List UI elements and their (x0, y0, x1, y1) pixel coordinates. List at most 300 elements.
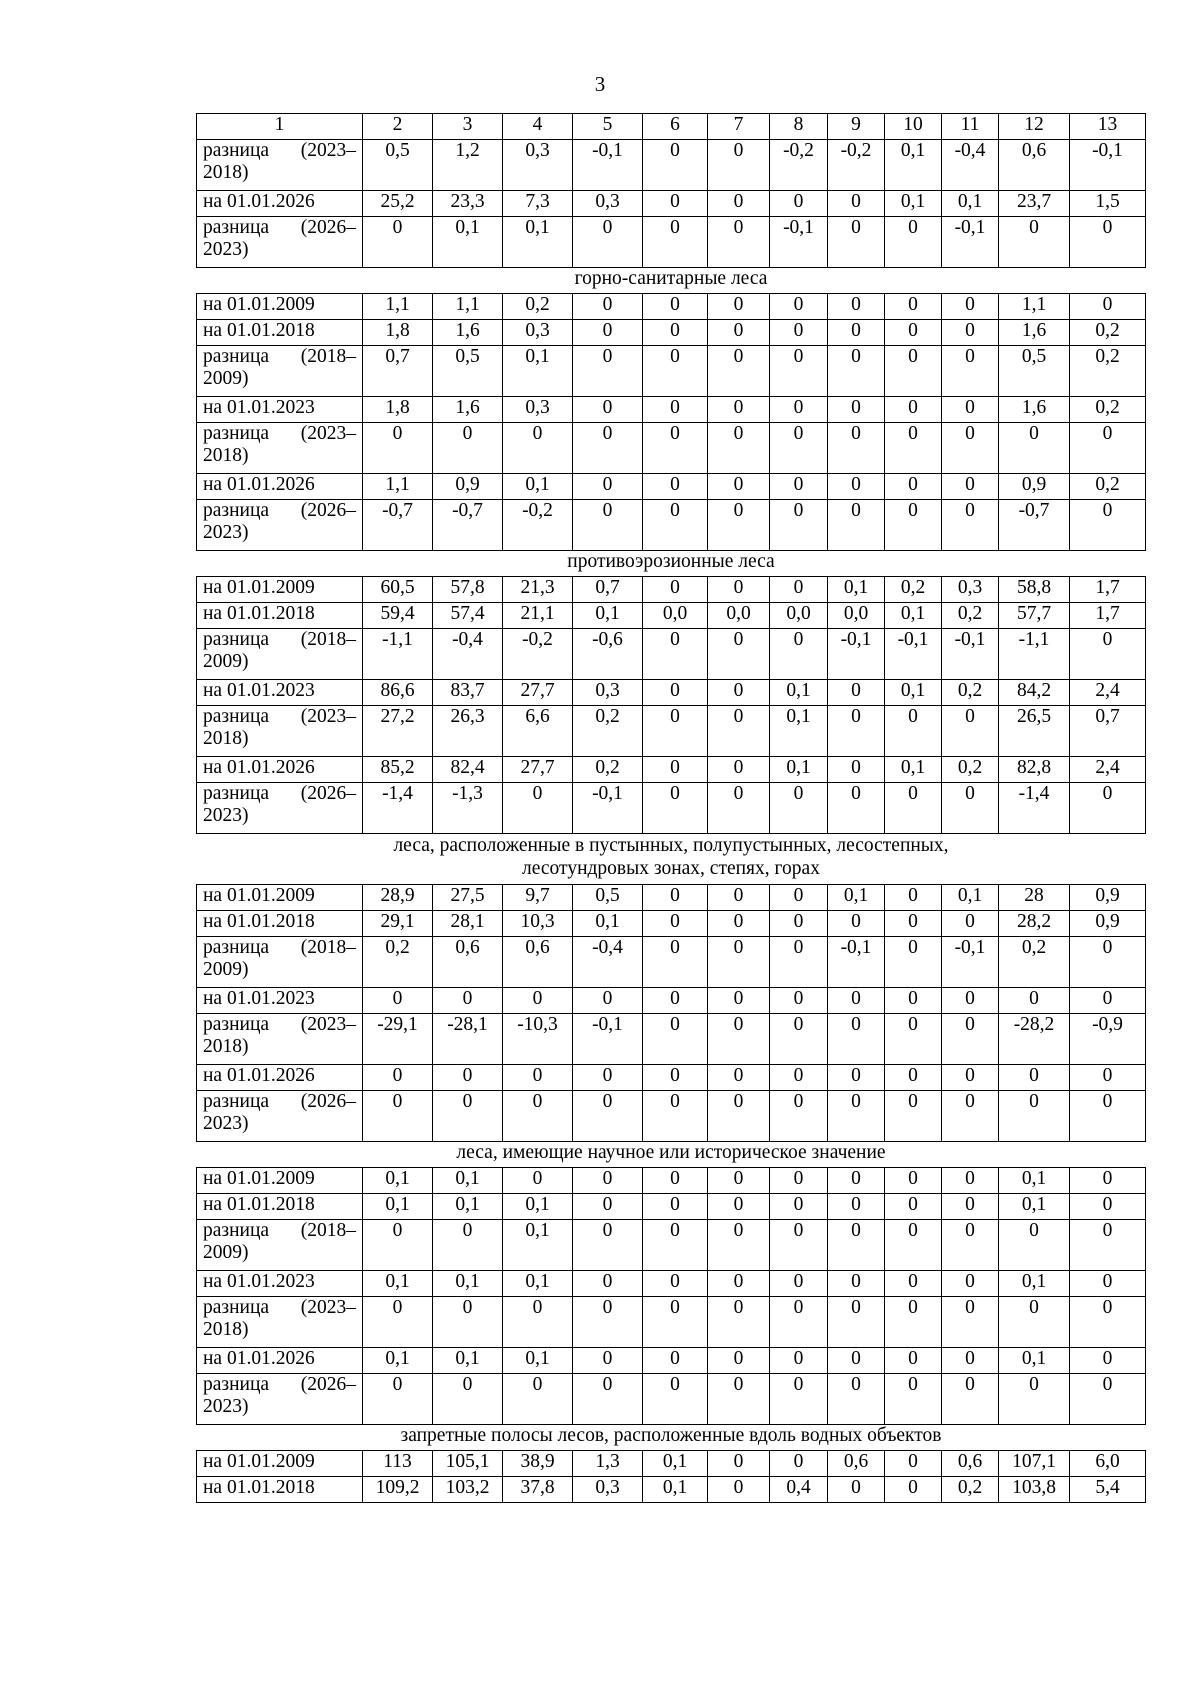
table-cell: 0 (828, 988, 885, 1014)
table-cell: 0 (573, 1374, 643, 1425)
table-row (197, 1271, 1146, 1297)
row-label: на 01.01.2023 (197, 397, 363, 423)
table-cell: -0,2 (770, 140, 828, 191)
table-cell: 1,8 (363, 320, 433, 346)
section-title (197, 551, 1146, 577)
table-cell: 0 (643, 757, 708, 783)
table-cell: 0 (828, 500, 885, 551)
table-row (197, 1194, 1146, 1220)
table-cell: 0,3 (503, 320, 573, 346)
table-cell: 23,3 (433, 191, 503, 217)
table-cell: 0,1 (503, 1194, 573, 1220)
table-cell: 0 (770, 474, 828, 500)
table-cell: -28,2 (999, 1014, 1070, 1065)
table-cell: 1,7 (1070, 603, 1146, 629)
row-label: на 01.01.2009 (197, 294, 363, 320)
table-cell: 0,9 (999, 474, 1070, 500)
section-title-line: запретные полосы лесов, расположенные вдоль водных объектов (400, 1425, 942, 1446)
table-cell: 82,8 (999, 757, 1070, 783)
table-cell: 0 (433, 1065, 503, 1091)
table-cell: 0 (503, 783, 573, 834)
row-label: разница (2023–2018) (197, 1297, 363, 1348)
table-cell: 0 (770, 1014, 828, 1065)
table-cell: 0,1 (503, 217, 573, 268)
table-cell: -0,1 (885, 629, 942, 680)
table-cell: 0 (885, 1168, 942, 1194)
table-cell: 23,7 (999, 191, 1070, 217)
table-cell: 0 (433, 1297, 503, 1348)
table-cell: 0 (770, 1374, 828, 1425)
table-row (197, 397, 1146, 423)
table-cell: 0 (828, 294, 885, 320)
table-cell: 109,2 (363, 1477, 433, 1503)
row-label: разница (2026–2023) (197, 500, 363, 551)
table-cell: 0,5 (573, 885, 643, 911)
table-cell: 0 (643, 1014, 708, 1065)
table-row (197, 140, 1146, 191)
table-cell: 0 (1070, 1065, 1146, 1091)
table-cell: 0 (643, 1271, 708, 1297)
table-cell: 0 (708, 629, 770, 680)
table-cell: 0 (1070, 1091, 1146, 1142)
table-cell: -0,1 (828, 629, 885, 680)
table-cell: 0 (770, 346, 828, 397)
table-cell: 2,4 (1070, 757, 1146, 783)
table-cell: 0 (708, 577, 770, 603)
table-cell: -1,4 (363, 783, 433, 834)
table-cell: 28,9 (363, 885, 433, 911)
table-cell: 0 (770, 397, 828, 423)
table-row (197, 937, 1146, 988)
table-row (197, 320, 1146, 346)
section-title-row (197, 1425, 1146, 1451)
table-cell: 0 (573, 500, 643, 551)
table-cell: 0 (828, 1271, 885, 1297)
table-cell: 0,1 (885, 757, 942, 783)
table-cell: 0,1 (573, 603, 643, 629)
table-cell: 0,3 (503, 140, 573, 191)
table-cell: 0 (885, 397, 942, 423)
table-cell: 0 (573, 320, 643, 346)
column-header: 6 (643, 114, 708, 140)
table-cell: 0 (643, 346, 708, 397)
table-cell: 86,6 (363, 680, 433, 706)
table-cell: 0,1 (885, 140, 942, 191)
table-cell: 0 (643, 1194, 708, 1220)
table-row (197, 988, 1146, 1014)
table-cell: 0,4 (770, 1477, 828, 1503)
table-cell: 0 (643, 140, 708, 191)
table-cell: 83,7 (433, 680, 503, 706)
table-cell: 0 (770, 1348, 828, 1374)
table-cell: 0 (828, 1014, 885, 1065)
table-cell: 0 (770, 500, 828, 551)
table-cell: 0 (573, 423, 643, 474)
table-cell: 0 (573, 1065, 643, 1091)
table-cell: 0 (363, 1091, 433, 1142)
table-cell: 0 (885, 911, 942, 937)
table-cell: 0 (573, 1194, 643, 1220)
table-cell: 0 (828, 191, 885, 217)
table-cell: 0,5 (999, 346, 1070, 397)
table-cell: 0 (828, 1297, 885, 1348)
table-cell: 0 (1070, 1220, 1146, 1271)
table-cell: 0 (708, 1168, 770, 1194)
table-row (197, 474, 1146, 500)
table-cell: 0,5 (363, 140, 433, 191)
table-cell: 0,2 (573, 757, 643, 783)
column-header: 5 (573, 114, 643, 140)
table-cell: 0 (503, 1168, 573, 1194)
table-row (197, 629, 1146, 680)
table-row (197, 1374, 1146, 1425)
table-cell: 0 (942, 911, 999, 937)
table-cell: 0 (708, 1297, 770, 1348)
table-cell: 0,1 (363, 1271, 433, 1297)
table-cell: 29,1 (363, 911, 433, 937)
table-cell: -28,1 (433, 1014, 503, 1065)
table-row (197, 346, 1146, 397)
table-cell: 0 (433, 1220, 503, 1271)
table-cell: -0,1 (942, 217, 999, 268)
table-cell: 0 (1070, 1348, 1146, 1374)
table-cell: 0 (770, 294, 828, 320)
row-label: на 01.01.2009 (197, 1168, 363, 1194)
table-cell: 57,7 (999, 603, 1070, 629)
table-cell: 0 (708, 937, 770, 988)
table-row (197, 885, 1146, 911)
table-cell: 0 (828, 346, 885, 397)
table-cell: 0 (573, 474, 643, 500)
table-cell: 7,3 (503, 191, 573, 217)
table-cell: 0,2 (1070, 397, 1146, 423)
table-cell: -0,4 (573, 937, 643, 988)
table-cell: 0 (643, 1168, 708, 1194)
table-cell: 0 (770, 783, 828, 834)
table-cell: 0 (942, 783, 999, 834)
table-cell: 0 (942, 1374, 999, 1425)
table-cell: 26,3 (433, 706, 503, 757)
table-cell: 0 (708, 397, 770, 423)
table-cell: 0 (942, 1297, 999, 1348)
table-cell: 0 (708, 474, 770, 500)
table-cell: 0 (942, 1194, 999, 1220)
row-label: разница (2026–2023) (197, 1374, 363, 1425)
column-header: 7 (708, 114, 770, 140)
row-label: разница (2026–2023) (197, 217, 363, 268)
table-cell: 0,6 (999, 140, 1070, 191)
row-label: на 01.01.2026 (197, 1348, 363, 1374)
column-header: 9 (828, 114, 885, 140)
table-cell: 0 (770, 1220, 828, 1271)
table-cell: 0,3 (942, 577, 999, 603)
table-cell: 57,8 (433, 577, 503, 603)
table-cell: 0 (828, 474, 885, 500)
table-cell: 0 (573, 1220, 643, 1271)
table-cell: 0 (643, 423, 708, 474)
table-cell: 0 (885, 1374, 942, 1425)
column-header: 3 (433, 114, 503, 140)
table-cell: 0 (885, 706, 942, 757)
row-label: на 01.01.2018 (197, 603, 363, 629)
table-cell: -0,7 (363, 500, 433, 551)
table-cell: 0 (999, 217, 1070, 268)
table-cell: 0 (708, 680, 770, 706)
table-cell: 0 (643, 474, 708, 500)
column-header: 11 (942, 114, 999, 140)
table-cell: 0,1 (942, 191, 999, 217)
table-cell: 0,2 (363, 937, 433, 988)
table-cell: 60,5 (363, 577, 433, 603)
table-cell: -0,6 (573, 629, 643, 680)
column-header: 12 (999, 114, 1070, 140)
table-cell: 0 (999, 1220, 1070, 1271)
table-cell: -0,9 (1070, 1014, 1146, 1065)
page-number: 3 (594, 72, 606, 96)
table-row (197, 217, 1146, 268)
table-row (197, 1451, 1146, 1477)
table-cell: 0 (885, 1014, 942, 1065)
section-title (197, 268, 1146, 294)
table-cell: 1,8 (363, 397, 433, 423)
table-cell: 0,1 (363, 1348, 433, 1374)
table-cell: -0,7 (433, 500, 503, 551)
table-cell: 0 (885, 1065, 942, 1091)
table-cell: -0,1 (942, 937, 999, 988)
table-cell: 0 (828, 320, 885, 346)
table-cell: 0,2 (1070, 320, 1146, 346)
table-cell: -1,1 (363, 629, 433, 680)
table-cell: 1,1 (363, 474, 433, 500)
table-cell: 0,3 (573, 680, 643, 706)
table-cell: 0 (1070, 500, 1146, 551)
column-header: 2 (363, 114, 433, 140)
table-cell: 0,7 (1070, 706, 1146, 757)
table-cell: 58,8 (999, 577, 1070, 603)
table-cell: 0 (573, 1297, 643, 1348)
table-row (197, 1297, 1146, 1348)
table-cell: 0 (573, 1271, 643, 1297)
table-cell: 0,9 (433, 474, 503, 500)
table-cell: 0 (708, 217, 770, 268)
table-cell: 0 (828, 911, 885, 937)
table-cell: 1,1 (433, 294, 503, 320)
table-cell: 9,7 (503, 885, 573, 911)
table-cell: 0 (433, 1091, 503, 1142)
table-cell: 0 (643, 1348, 708, 1374)
table-cell: 0 (770, 1168, 828, 1194)
table-cell: 0 (1070, 1271, 1146, 1297)
table-row (197, 783, 1146, 834)
table-cell: 0 (1070, 217, 1146, 268)
table-row (197, 423, 1146, 474)
section-title (197, 1142, 1146, 1168)
table-cell: 0,1 (503, 346, 573, 397)
table-row (197, 757, 1146, 783)
row-label: на 01.01.2026 (197, 1065, 363, 1091)
table-cell: 0 (942, 474, 999, 500)
table-cell: 0,1 (942, 885, 999, 911)
table-cell: 0 (643, 191, 708, 217)
table-cell: 0 (885, 783, 942, 834)
table-cell: 0,1 (999, 1271, 1070, 1297)
section-title (197, 1425, 1146, 1451)
row-label: разница (2023–2018) (197, 1014, 363, 1065)
row-label: на 01.01.2018 (197, 1477, 363, 1503)
column-header: 10 (885, 114, 942, 140)
table-cell: 0 (885, 474, 942, 500)
table-cell: 1,5 (1070, 191, 1146, 217)
table-cell: 0 (885, 1194, 942, 1220)
table-cell: 0 (942, 1271, 999, 1297)
table-cell: 0 (573, 217, 643, 268)
table-cell: 0 (828, 397, 885, 423)
table-cell: 0 (942, 1091, 999, 1142)
table-cell: 0 (433, 423, 503, 474)
row-label: на 01.01.2026 (197, 757, 363, 783)
table-cell: 0 (433, 988, 503, 1014)
table-cell: 21,3 (503, 577, 573, 603)
table-cell: 0,1 (999, 1194, 1070, 1220)
table-cell: 0 (708, 1374, 770, 1425)
table-cell: 10,3 (503, 911, 573, 937)
table-cell: 0,9 (1070, 911, 1146, 937)
section-title-row (197, 551, 1146, 577)
table-cell: 0 (770, 629, 828, 680)
table-cell: 0 (885, 500, 942, 551)
table-cell: 0,1 (999, 1168, 1070, 1194)
table-row (197, 911, 1146, 937)
column-header: 1 (197, 114, 363, 140)
table-cell: 0 (573, 988, 643, 1014)
table-cell: -1,3 (433, 783, 503, 834)
table-row (197, 577, 1146, 603)
table-cell: 0 (770, 1091, 828, 1142)
table-cell: 0 (999, 988, 1070, 1014)
table-row (197, 294, 1146, 320)
table-cell: 0,7 (363, 346, 433, 397)
table-cell: 0 (828, 783, 885, 834)
table-cell: 1,6 (999, 320, 1070, 346)
table-cell: 0 (643, 911, 708, 937)
table-cell: 0,1 (828, 577, 885, 603)
table-cell: 0 (942, 294, 999, 320)
table-cell: 0,1 (503, 1271, 573, 1297)
table-cell: 0 (573, 397, 643, 423)
table-cell: 0 (573, 1091, 643, 1142)
table-row (197, 706, 1146, 757)
table-cell: 0 (643, 1297, 708, 1348)
table-cell: 0,9 (1070, 885, 1146, 911)
table-cell: 0,0 (708, 603, 770, 629)
table-cell: 26,5 (999, 706, 1070, 757)
table-cell: 57,4 (433, 603, 503, 629)
table-cell: 0 (1070, 294, 1146, 320)
table-cell: 0 (885, 1297, 942, 1348)
table-row (197, 1348, 1146, 1374)
table-cell: 1,6 (433, 397, 503, 423)
table-cell: 0 (363, 423, 433, 474)
table-cell: 38,9 (503, 1451, 573, 1477)
section-title-line: горно-санитарные леса (574, 268, 768, 289)
row-label: разница (2023–2018) (197, 706, 363, 757)
table-cell: 0 (1070, 1297, 1146, 1348)
table-cell: 0 (942, 1220, 999, 1271)
row-label: на 01.01.2023 (197, 680, 363, 706)
table-cell: 0 (942, 1014, 999, 1065)
table-cell: -0,4 (433, 629, 503, 680)
table-cell: 0 (363, 217, 433, 268)
table-cell: 0,1 (770, 706, 828, 757)
table-cell: 0 (643, 500, 708, 551)
table-cell: 0 (828, 1348, 885, 1374)
table-cell: 0 (999, 1091, 1070, 1142)
table-cell: 0 (363, 988, 433, 1014)
table-cell: 0 (708, 423, 770, 474)
table-cell: 0 (828, 1091, 885, 1142)
table-row (197, 1091, 1146, 1142)
section-title-line: леса, расположенные в пустынных, полупустынных, лесостепных, (393, 835, 949, 856)
table-cell: 0,1 (363, 1194, 433, 1220)
row-label: разница (2018–2009) (197, 1220, 363, 1271)
table-cell: 0 (942, 988, 999, 1014)
table-cell: 0 (828, 217, 885, 268)
table-cell: 0 (770, 1065, 828, 1091)
table-cell: 0,0 (770, 603, 828, 629)
table-cell: 82,4 (433, 757, 503, 783)
table-cell: 0 (885, 294, 942, 320)
table-cell: 1,6 (433, 320, 503, 346)
table-cell: 107,1 (999, 1451, 1070, 1477)
table-cell: 21,1 (503, 603, 573, 629)
table-cell: 0,1 (503, 1220, 573, 1271)
section-title-line: леса, имеющие научное или историческое значение (456, 1142, 886, 1163)
table-cell: 0,1 (885, 191, 942, 217)
table-row (197, 1168, 1146, 1194)
table-cell: -0,1 (573, 140, 643, 191)
table-cell: -0,1 (828, 937, 885, 988)
table-cell: 0,2 (942, 757, 999, 783)
table-cell: 0 (885, 988, 942, 1014)
table-cell: 28,1 (433, 911, 503, 937)
table-cell: 0 (885, 320, 942, 346)
table-cell: -0,2 (503, 629, 573, 680)
table-cell: 0 (708, 1220, 770, 1271)
table-cell: 0,1 (770, 757, 828, 783)
table-cell: 0 (643, 680, 708, 706)
table-cell: 0 (885, 1477, 942, 1503)
table-row (197, 500, 1146, 551)
table-cell: 1,2 (433, 140, 503, 191)
row-label: на 01.01.2026 (197, 191, 363, 217)
section-title-row (197, 1142, 1146, 1168)
table-cell: 0,1 (573, 911, 643, 937)
table-cell: 0,1 (828, 885, 885, 911)
table-cell: 103,2 (433, 1477, 503, 1503)
table-cell: 0 (1070, 937, 1146, 988)
table-cell: 0 (770, 1451, 828, 1477)
table-cell: 0 (708, 346, 770, 397)
table-cell: 0 (942, 500, 999, 551)
table-cell: 37,8 (503, 1477, 573, 1503)
table-cell: 0 (942, 346, 999, 397)
table-cell: -0,2 (503, 500, 573, 551)
table-cell: 0 (999, 1374, 1070, 1425)
table-cell: 0,3 (573, 1477, 643, 1503)
table-cell: 0 (828, 706, 885, 757)
table-cell: 0 (885, 217, 942, 268)
table-cell: 59,4 (363, 603, 433, 629)
